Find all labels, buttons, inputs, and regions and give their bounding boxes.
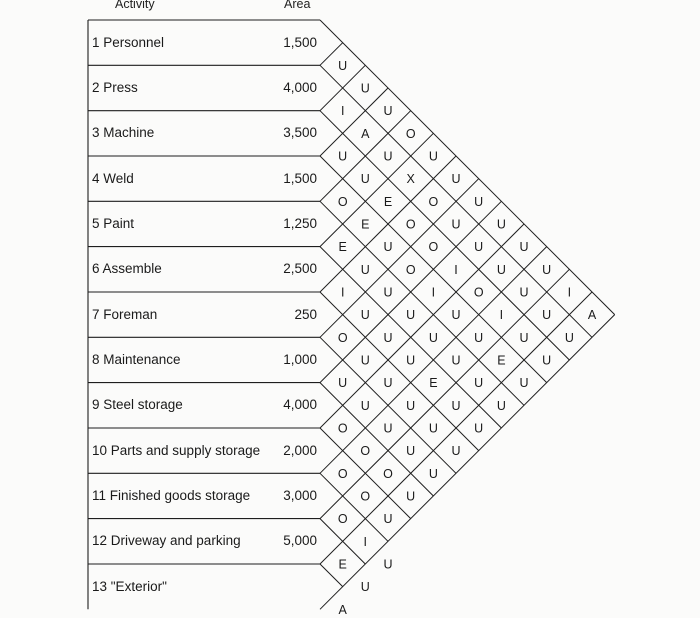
relationship-code: A xyxy=(587,308,597,323)
relationship-code: U xyxy=(474,194,484,209)
relationship-code: U xyxy=(338,58,348,73)
relationship-code: O xyxy=(337,466,348,481)
relationship-code: U xyxy=(496,398,506,413)
relationship-code: U xyxy=(519,376,529,391)
activity-label: 10 Parts and supply storage xyxy=(92,442,261,458)
activity-label: 4 Weld xyxy=(92,170,134,186)
activity-label: 5 Paint xyxy=(92,215,135,231)
relationship-code: O xyxy=(428,194,439,209)
relationship-code: U xyxy=(428,330,438,345)
activity-label: 7 Foreman xyxy=(92,306,158,322)
diagonal-up xyxy=(320,133,433,246)
relationship-code: U xyxy=(383,376,393,391)
relationship-code: U xyxy=(406,353,416,368)
relationship-code: A xyxy=(338,602,347,617)
relationship-code: U xyxy=(360,353,370,368)
relationship-code: E xyxy=(429,376,438,391)
activity-area: 1,500 xyxy=(283,34,317,50)
relationship-code: U xyxy=(383,285,393,300)
activity-label: 2 Press xyxy=(92,79,138,95)
activity-label: 12 Driveway and parking xyxy=(92,533,241,549)
relationship-code: E xyxy=(338,557,347,572)
relationship-code: U xyxy=(519,330,529,345)
relationship-code: U xyxy=(383,240,393,255)
activity-label: 8 Maintenance xyxy=(92,351,181,367)
relationship-code: U xyxy=(360,398,370,413)
diagonal-down xyxy=(320,473,388,541)
relationship-code: U xyxy=(496,217,506,232)
relationship-code: U xyxy=(383,330,393,345)
relationship-code: U xyxy=(360,172,370,187)
activity-label: 9 Steel storage xyxy=(92,397,183,413)
diagonal-up xyxy=(320,269,572,518)
activity-area: 2,000 xyxy=(283,442,317,458)
relationship-code: U xyxy=(338,149,348,164)
activity-area: 3,000 xyxy=(283,487,317,503)
relationship-code: U xyxy=(406,398,416,413)
activity-area: 250 xyxy=(294,306,317,322)
activity-column-header: Activity xyxy=(115,0,155,11)
relationship-code: A xyxy=(361,126,370,141)
relationship-code: U xyxy=(383,104,393,119)
relationship-code: O xyxy=(337,421,348,436)
relationship-code: U xyxy=(428,466,438,481)
relationship-code: I xyxy=(340,104,345,119)
relationship-code: E xyxy=(361,217,370,232)
relationship-code: U xyxy=(474,330,484,345)
activity-label: 13 "Exterior" xyxy=(92,578,167,594)
relationship-code: E xyxy=(338,240,347,255)
relationship-code: I xyxy=(431,285,436,300)
relationship-code: U xyxy=(564,330,574,345)
relationship-code: I xyxy=(454,262,458,277)
relationship-code: O xyxy=(337,194,348,209)
relationship-code: U xyxy=(428,149,438,164)
relationship-code: U xyxy=(474,421,484,436)
activity-area: 4,000 xyxy=(283,79,317,95)
relationship-code: U xyxy=(360,580,370,595)
relationship-code: I xyxy=(567,285,572,300)
relationship-code: X xyxy=(406,172,415,187)
relationship-code: U xyxy=(406,444,416,459)
relationship-code: U xyxy=(360,262,370,277)
relationship-code: U xyxy=(383,512,393,527)
activity-area: 4,000 xyxy=(283,397,317,413)
activity-area: 1,500 xyxy=(283,170,317,186)
activity-label: 1 Personnel xyxy=(92,34,165,50)
relationship-code: U xyxy=(451,444,461,459)
relationship-code: U xyxy=(451,172,461,187)
relationship-code: O xyxy=(405,217,416,232)
activity-area: 2,500 xyxy=(283,261,317,277)
relationship-code: I xyxy=(363,534,368,549)
relationship-code: U xyxy=(360,308,370,323)
activity-area: 1,250 xyxy=(283,215,317,231)
relationship-code: U xyxy=(519,240,529,255)
relationship-code: O xyxy=(360,489,371,504)
relationship-code: U xyxy=(542,308,552,323)
relationship-code: U xyxy=(360,81,370,96)
activity-area: 5,000 xyxy=(283,533,317,549)
diagonal-up xyxy=(320,224,524,428)
relationship-code: U xyxy=(474,376,484,391)
relationship-code: U xyxy=(451,308,461,323)
relationship-code: U xyxy=(383,149,393,164)
relationship-code: O xyxy=(337,512,348,527)
relationship-code: U xyxy=(406,489,416,504)
relationship-code: U xyxy=(428,421,438,436)
relationship-code: O xyxy=(405,126,416,141)
activity-area: 3,500 xyxy=(283,125,317,141)
diagonal-up xyxy=(320,88,388,156)
activity-label: 6 Assemble xyxy=(92,261,162,277)
relationship-code: U xyxy=(519,285,529,300)
relationship-code: U xyxy=(451,353,461,368)
relationship-code: E xyxy=(497,353,506,368)
relationship-code: U xyxy=(542,262,552,277)
relationship-code: E xyxy=(383,194,393,209)
relationship-code: O xyxy=(360,444,371,459)
relationship-code: U xyxy=(383,421,393,436)
relationship-code: O xyxy=(473,285,484,300)
relationship-code: O xyxy=(383,466,393,481)
relationship-code: U xyxy=(474,240,484,255)
relationship-code: O xyxy=(337,330,348,345)
relationship-code: O xyxy=(405,262,416,277)
relationship-code: I xyxy=(340,285,345,300)
relationship-code: U xyxy=(406,308,416,323)
diagonal-down xyxy=(320,111,572,360)
relationship-code: O xyxy=(428,240,439,255)
area-column-header: Area xyxy=(284,0,311,11)
relationship-code: U xyxy=(496,262,506,277)
relationship-code: U xyxy=(451,217,461,232)
activity-area: 1,000 xyxy=(283,351,317,367)
relationship-code: U xyxy=(542,353,552,368)
diagonal-down xyxy=(320,201,524,405)
relationship-code: I xyxy=(499,308,504,323)
relationship-code: U xyxy=(338,376,348,391)
activity-label: 3 Machine xyxy=(92,125,155,141)
activity-label: 11 Finished goods storage xyxy=(92,487,251,503)
relationship-code: U xyxy=(451,398,461,413)
relationship-code: U xyxy=(383,557,393,572)
